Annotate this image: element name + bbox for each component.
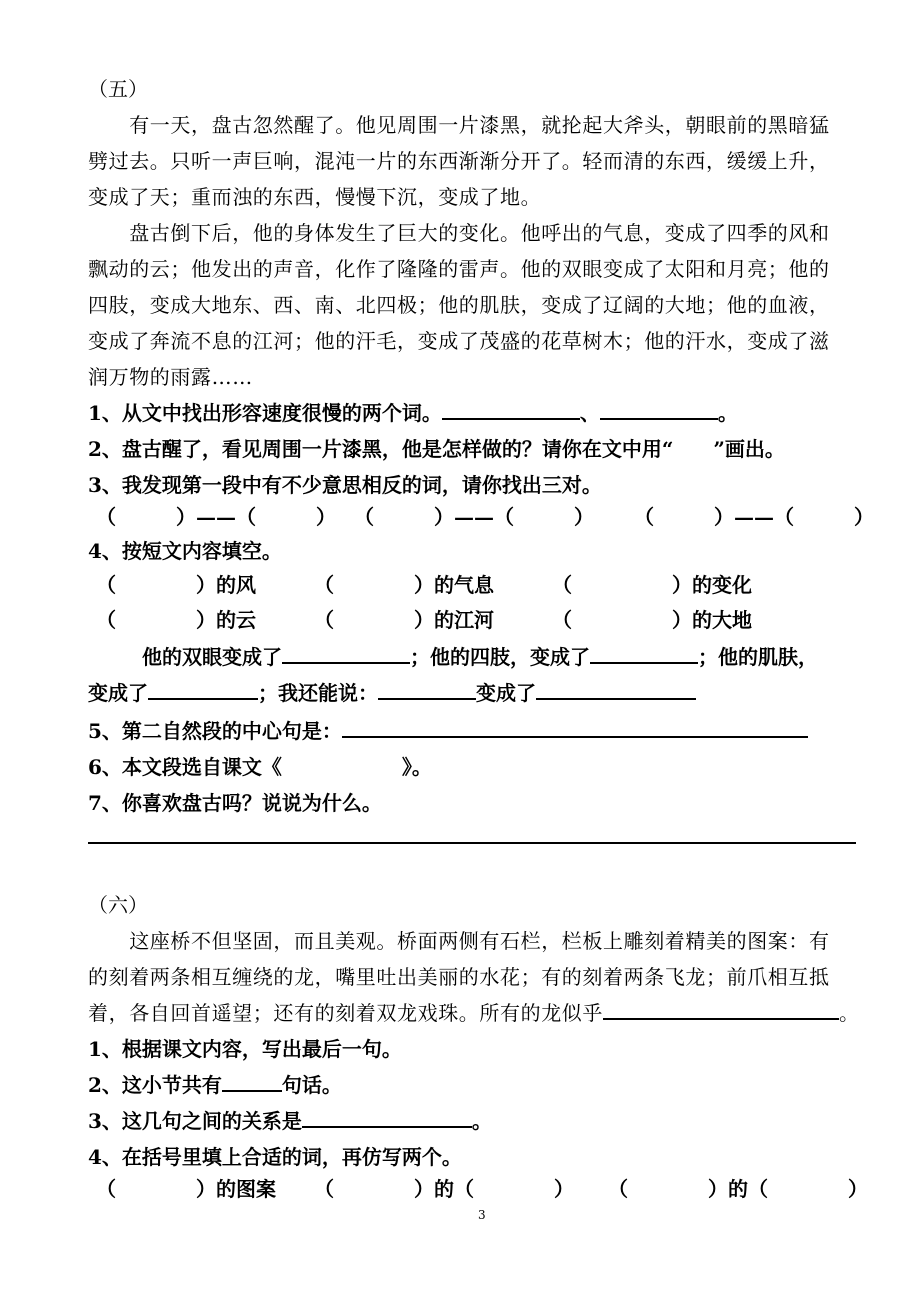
s5-question-7: 7、你喜欢盘古吗？说说为什么。 <box>88 791 382 815</box>
s5-q4-fill-line1: 他的双眼变成了 ；他的四肢，变成了 ；他的肌肤， <box>142 640 818 674</box>
section-5-label: （五） <box>88 77 148 101</box>
s5-q4-row2: （ ）的云 （ ）的江河 （ ）的大地 <box>96 608 752 632</box>
s6-q4-row: （ ）的图案 （ ）的（ ） （ ）的（ ） <box>96 1177 868 1201</box>
s6-question-3: 3、这几句之间的关系是 。 <box>88 1104 492 1138</box>
s5-para2-line3: 四肢，变成大地东、西、南、北四极；他的肌肤，变成了辽阔的大地；他的血液， <box>88 293 830 317</box>
s6-para-line1: 这座桥不但坚固，而且美观。桥面两侧有石栏，栏板上雕刻着精美的图案：有 <box>88 929 830 953</box>
s5-para2-line4: 变成了奔流不息的江河；他的汗毛，变成了茂盛的花草树木；他的汗水，变成了滋 <box>88 329 830 353</box>
s5-question-2: 2、盘古醒了，看见周围一片漆黑，他是怎样做的？请你在文中用“ ”画出。 <box>88 437 785 461</box>
s5-para1-line3: 变成了天；重而浊的东西，慢慢下沉，变成了地。 <box>88 185 542 209</box>
s5-para1-line2: 劈过去。只听一声巨响，混沌一片的东西渐渐分开了。轻而清的东西，缓缓上升， <box>88 149 830 173</box>
s5-para2-line1: 盘古倒下后，他的身体发生了巨大的变化。他呼出的气息，变成了四季的风和 <box>88 221 830 245</box>
answer-blank[interactable] <box>378 676 476 700</box>
answer-blank[interactable] <box>342 714 808 738</box>
s5-para2-line5: 润万物的雨露…… <box>88 365 253 389</box>
answer-blank[interactable] <box>442 396 580 420</box>
answer-blank[interactable] <box>282 640 410 664</box>
s5-question-5: 5、第二自然段的中心句是： <box>88 714 808 748</box>
answer-blank[interactable] <box>536 676 696 700</box>
s5-question-3: 3、我发现第一段中有不少意思相反的词，请你找出三对。 <box>88 473 602 497</box>
s5-question-6: 6、本文段选自课文《 》。 <box>88 755 432 779</box>
answer-blank[interactable] <box>603 996 839 1020</box>
s5-para1-line1: 有一天，盘古忽然醒了。他见周围一片漆黑，就抡起大斧头，朝眼前的黑暗猛 <box>88 113 830 137</box>
s5-para2-line2: 飘动的云；他发出的声音，化作了隆隆的雷声。他的双眼变成了太阳和月亮；他的 <box>88 257 830 281</box>
s6-para-line3: 着，各自回首遥望；还有的刻着双龙戏珠。所有的龙似乎 。 <box>88 996 860 1030</box>
s6-question-4: 4、在括号里填上合适的词，再仿写两个。 <box>88 1145 462 1169</box>
s5-q4-fill-line2: 变成了 ；我还能说： 变成了 <box>88 676 696 710</box>
answer-blank[interactable] <box>148 676 258 700</box>
s6-para-line2: 的刻着两条相互缠绕的龙，嘴里吐出美丽的水花；有的刻着两条飞龙；前爪相互抵 <box>88 965 830 989</box>
s5-question-4: 4、按短文内容填空。 <box>88 539 282 563</box>
s5-question-1: 1、从文中找出形容速度很慢的两个词。 、 。 <box>88 396 738 430</box>
s6-question-1: 1、根据课文内容，写出最后一句。 <box>88 1037 402 1061</box>
answer-blank[interactable] <box>590 640 698 664</box>
s6-question-2: 2、这小节共有 句话。 <box>88 1068 342 1102</box>
page-number: 3 <box>478 1208 486 1222</box>
answer-blank[interactable] <box>222 1068 282 1092</box>
s5-q3-pairs: （ ）——（ ） （ ）——（ ） （ ）——（ ） <box>96 505 874 529</box>
answer-blank[interactable] <box>302 1104 472 1128</box>
answer-blank[interactable] <box>600 396 718 420</box>
section-6-label: （六） <box>88 893 148 917</box>
s5-q4-row1: （ ）的风 （ ）的气息 （ ）的变化 <box>96 573 752 597</box>
answer-line[interactable] <box>88 842 856 844</box>
